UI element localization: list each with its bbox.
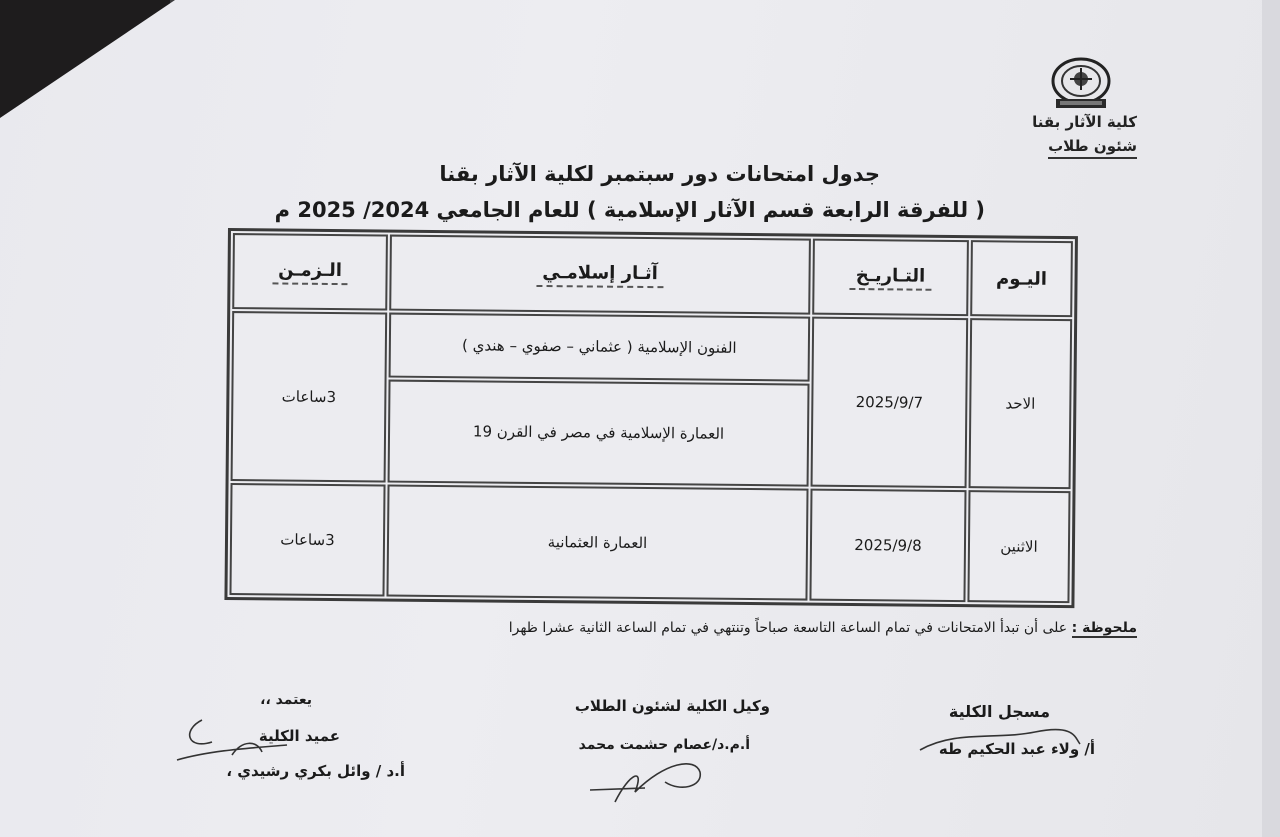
day-cell: الاحد: [969, 318, 1073, 489]
registrar-signature: [915, 720, 1085, 760]
faculty-logo: [1046, 55, 1116, 115]
date-cell: 2025/9/8: [809, 489, 966, 603]
registrar-title: مسجل الكلية: [948, 702, 1050, 721]
subject-cell: العمارة الإسلامية في مصر في القرن 19: [388, 379, 810, 486]
header-date: التـاريـخ: [812, 239, 969, 316]
faculty-name: كلية الآثار بقنا: [1032, 113, 1137, 131]
exam-schedule-table: [224, 228, 1078, 608]
dean-title: عميد الكلية: [258, 727, 340, 745]
table-row: [229, 483, 1070, 603]
document-subtitle: ( للفرقة الرابعة قسم الآثار الإسلامية ) للعام الجامعي 2024/ 2025 م: [274, 198, 985, 222]
note-label: ملحوظة :: [1071, 620, 1137, 636]
registrar-name: أ/ ولاء عبد الحكيم طه: [938, 740, 1095, 758]
table-header-row: [232, 233, 1073, 317]
subject-cell: الفنون الإسلامية ( عثماني – صفوي – هندي ): [389, 313, 811, 382]
table-row: [232, 311, 1073, 384]
paper-edge: [1262, 0, 1280, 837]
time-cell: 3ساعات: [229, 483, 385, 596]
exam-note: [509, 620, 1137, 636]
dean-signature: [172, 710, 292, 770]
header-time: الـزمـن: [232, 233, 388, 310]
vice-dean-signature: [585, 752, 715, 812]
vice-dean-name: أ.م.د/عصام حشمت محمد: [578, 737, 750, 753]
exam-schedule-table-container: [224, 228, 1078, 608]
header-day: اليـوم: [970, 240, 1073, 317]
time-cell: 3ساعات: [231, 311, 388, 482]
header-subject: آثـار إسلامـي: [389, 235, 811, 315]
subject-cell: العمارة العثمانية: [386, 485, 808, 601]
date-cell: 2025/9/7: [811, 317, 969, 488]
approval-label: يعتمد ،،: [260, 692, 312, 708]
note-text: على أن تبدأ الامتحانات في تمام الساعة التاسعة صباحاً وتنتهي في تمام الساعة الثانية عشرا ظهرا: [508, 620, 1068, 636]
department-name: شئون طلاب: [1048, 137, 1137, 159]
document-title: جدول امتحانات دور سبتمبر لكلية الآثار بقنا: [439, 162, 880, 186]
day-cell: الاثنين: [967, 490, 1070, 603]
dean-name: أ.د / وائل بكري رشيدي ،: [226, 762, 405, 780]
vice-dean-title: وكيل الكلية لشئون الطلاب: [574, 697, 770, 715]
